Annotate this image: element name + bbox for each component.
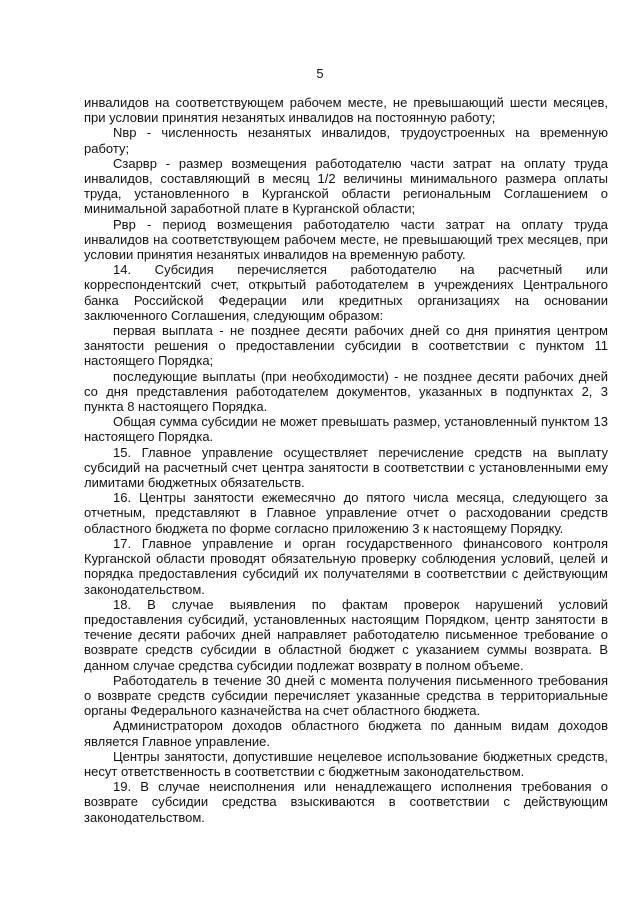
paragraph: 19. В случае неисполнения или ненадлежащего исполнения требования о возврате субсидии средства взыскиваются в соответствии с действующим законодательством.: [84, 779, 608, 825]
paragraph: Центры занятости, допустившие нецелевое использование бюджетных средств, несут ответственность в соответствии с бюджетным законодательством.: [84, 748, 608, 779]
paragraph: Рвр - период возмещения работодателю части затрат на оплату труда инвалидов на соответствующем рабочем месте, не превышающий трех месяцев, при условии принятия незанятых инвалидов на временную работу.: [84, 216, 608, 263]
paragraph: 14. Субсидия перечисляется работодателю на расчетный или корреспондентский счет, открытый работодателем в учреждениях Центрального банка Российской Федерации или кредитных организациях на основании заключенного Соглашения, следующим образом:: [84, 262, 608, 323]
paragraph: 15. Главное управление осуществляет перечисление средств на выплату субсидий на расчетный счет центра занятости в соответствии с установленными ему лимитами бюджетных обязательств.: [84, 444, 608, 491]
page-number: 5: [316, 66, 324, 81]
paragraph: инвалидов на соответствующем рабочем месте, не превышающий шести месяцев, при условии принятия незанятых инвалидов на постоянную работу;: [84, 95, 608, 126]
paragraph: Работодатель в течение 30 дней с момента получения письменного требования о возврате средств субсидии перечисляет указанные средства в территориальные органы Федерального казначейства на счет областного бюджета.: [84, 672, 608, 719]
paragraph: Nвр - численность незанятых инвалидов, трудоустроенных на временную работу;: [84, 125, 608, 156]
paragraph: 18. В случае выявления по фактам проверок нарушений условий предоставления субсидий, установленных настоящим Порядком, центр занятости в течение десяти рабочих дней направляет работодателю письменное требование о возврате средств субсидии в областной бюджет с указанием суммы возврата. В данном случае средства субсидии подлежат возврату в полном объеме.: [84, 596, 608, 673]
paragraph: Администратором доходов областного бюджета по данным видам доходов является Главное управление.: [84, 718, 608, 749]
paragraph: Общая сумма субсидии не может превышать размер, установленный пунктом 13 настоящего Порядка.: [84, 414, 608, 445]
paragraph: первая выплата - не позднее десяти рабочих дней со дня принятия центром занятости решения о предоставлении субсидии в соответствии с пунктом 11 настоящего Порядка;: [84, 323, 608, 369]
paragraph: Сзарвр - размер возмещения работодателю части затрат на оплату труда инвалидов, составляющий в месяц 1/2 величины минимального размера оплаты труда, установленного в Курганской области региональным Соглашением о минимальной заработной плате в Курганской области;: [84, 155, 608, 217]
paragraph: 16. Центры занятости ежемесячно до пятого числа месяца, следующего за отчетным, представляют в Главное управление отчет о расходовании средств областного бюджета по форме согласно приложению 3 к настоящему Порядку.: [84, 490, 608, 536]
document-body: [84, 95, 608, 825]
paragraph: последующие выплаты (при необходимости) - не позднее десяти рабочих дней со дня представления работодателем документов, указанных в подпунктах 2, 3 пункта 8 настоящего Порядка.: [84, 368, 608, 415]
paragraph: 17. Главное управление и орган государственного финансового контроля Курганской области проводят обязательную проверку соблюдения условий, целей и порядка предоставления субсидий их получателями в соответствии с действующим законодательством.: [84, 535, 608, 597]
